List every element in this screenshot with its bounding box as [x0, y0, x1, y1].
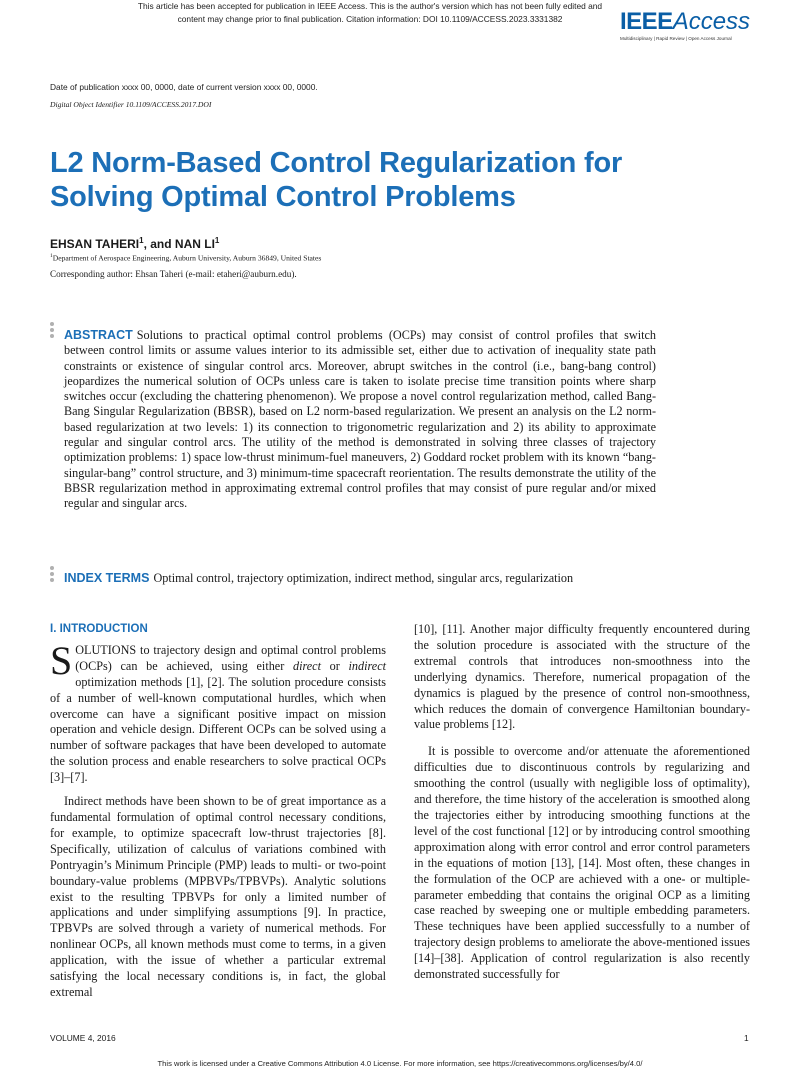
logo-access: Access: [672, 8, 751, 35]
abstract-text: Solutions to practical optimal control problems (OCPs) may consist of control profiles that switch between control limits or assume values interior to its admissible set, either due to activation of inequality state path constraints or existence of singular control arcs. Moreover, abrupt switches in the control (i.e., bang-bang control) jeopardizes the numerical solution of OCPs unless care is taken to isolate precise time transition points where sharp switches occur (excluding the chattering phenomenon). We propose a novel control regularization method, called Bang-Bang Singular Regularization (BBSR), based on L2 norm-based regularization. We present an analysis on the L2 norm-based regularization at two levels: 1) its connection to trigonometric regularization and 2) its ability to approximate regular and singular control arcs. The utility of the method is demonstrated in solving three classes of trajectory optimization problems: 1) space low-thrust minimum-fuel maneuvers, 2) Goddard rocket problem with its known “bang-singular-bang” control structure, and 3) minimum-time spacecraft reorientation. The results demonstrate the utility of the BBSR regularization method in approximating extremal control profiles that may consist of pure regular and/or mixed regular and singular arcs.: [64, 328, 656, 511]
author-2: , and NAN LI: [143, 237, 215, 251]
intro-paragraph-2: Indirect methods have been shown to be of great importance as a fundamental formulation of optimal control necessary conditions, for example, to optimize spacecraft low-thrust trajectories [8]. Specifically, utilization of calculus of variations combined with Pontryagin’s Minimum Principle (PMP) leads to multi- or two-point boundary-value problems (MPBVPs/TPBVPs). Analytic solutions exist to the resulting TPBVPs for only a limited number of applications and under simplifying assumptions [9]. In practice, TPBVPs are solved through a variety of numerical methods. For nonlinear OCPs, all known methods must come to terms, in a given application, with the issue of whether a particular extremal satisfying the local necessary conditions is, in fact, the global extremal: [50, 794, 386, 999]
author-2-sup: 1: [214, 236, 220, 245]
intro-p1-text-a: to trajectory design and optimal control problems (OCPs) can be achieved, using either: [75, 642, 386, 673]
logo-tagline: Multidisciplinary | Rapid Review | Open Access Journal: [620, 36, 732, 41]
ieee-access-logo: [620, 9, 750, 41]
index-terms-label: INDEX TERMS: [64, 571, 150, 585]
publication-date: Date of publication xxxx 00, 0000, date of current version xxxx 00, 0000.: [50, 82, 318, 92]
right-column: [414, 622, 750, 983]
banner-line-2: content may change prior to final publication. Citation information: DOI 10.1109/ACCESS.2023.3331382: [177, 14, 563, 24]
drop-cap: S: [50, 637, 73, 683]
intro-p1-text-c: optimization methods [1], [2]. The solution procedure consists of a number of well-known computational hurdles, which when overcome can have a significant positive impact on mission operation and vehicle design. Different OCPs can be solved using a number of software packages that have been developed to automate the solution process and enable researchers to solve practical OCPs [3]–[7].: [50, 674, 386, 785]
intro-paragraph-3: [10], [11]. Another major difficulty frequently encountered during the solution procedure is associated with the structure of the extremal controls that introduces non-smoothness into the underlying dynamics. Therefore, numerical propagation of the dynamics is plagued by the presence of control non-smoothness, which reduces the domain of convergence Hamiltonian boundary-value problems [12].: [414, 622, 750, 732]
intro-caps: OLUTIONS: [75, 642, 137, 657]
license-notice: This work is licensed under a Creative Commons Attribution 4.0 License. For more information, see https://creativecommons.org/licenses/by/4.0/: [157, 1059, 643, 1068]
doi-line: Digital Object Identifier 10.1109/ACCESS.2017.DOI: [50, 100, 212, 109]
footer-page-number: 1: [744, 1033, 749, 1043]
abstract-label: ABSTRACT: [64, 328, 133, 342]
author-1-sup: 1: [139, 236, 144, 245]
paper-title: L2 Norm-Based Control Regularization for Solving Optimal Control Problems: [50, 147, 623, 213]
intro-indirect: indirect: [348, 658, 386, 673]
index-terms-marker: [50, 566, 54, 584]
intro-paragraph-4: It is possible to overcome and/or attenuate the aforementioned difficulties due to discontinuous controls by regularizing and smoothing the control (usually with negligible loss of optimality), and therefore, the time history of the acceleration is smoothed along the trajectories either by introducing smoothing functions at the level of the cost functional [12] or by introducing control smoothing approximation along with error control and error control parameters in the equations of motion [13], [14]. Most often, these changes in the formulation of the OCP are achieved with a one- or multiple-parameter embedding that contains the original OCP as a limiting case reached by sweeping one or multiple embedding parameters. These techniques have been applied successfully to a number of trajectory design problems to ameliorate the above-mentioned issues [14]–[38]. Application of control regularization is also recently demonstrated successfully for: [414, 744, 750, 982]
corresponding-author: Corresponding author: Ehsan Taheri (e-mail: etaheri@auburn.edu).: [50, 269, 297, 279]
abstract: [64, 328, 656, 512]
logo-ieee: IEEE: [620, 8, 673, 35]
intro-direct: direct: [292, 658, 321, 673]
banner-line-1: This article has been accepted for publication in IEEE Access. This is the author's version which has not been fully edited and: [137, 1, 603, 11]
index-terms: [64, 571, 714, 586]
abstract-marker: [50, 322, 54, 340]
intro-paragraph-1: [50, 637, 386, 786]
footer-volume: VOLUME 4, 2016: [50, 1033, 116, 1043]
authors: [50, 236, 219, 251]
affiliation-text: Department of Aerospace Engineering, Auburn University, Auburn 36849, United States: [52, 253, 322, 263]
left-column: [50, 622, 386, 1001]
index-terms-text: Optimal control, trajectory optimization, indirect method, singular arcs, regularization: [153, 571, 574, 585]
section-heading: I. INTRODUCTION: [50, 623, 148, 635]
affiliation: [50, 253, 321, 263]
author-1: EHSAN TAHERI: [50, 237, 140, 251]
intro-p1-text-b: or: [320, 658, 349, 673]
affiliation-sup: 1: [50, 253, 53, 259]
